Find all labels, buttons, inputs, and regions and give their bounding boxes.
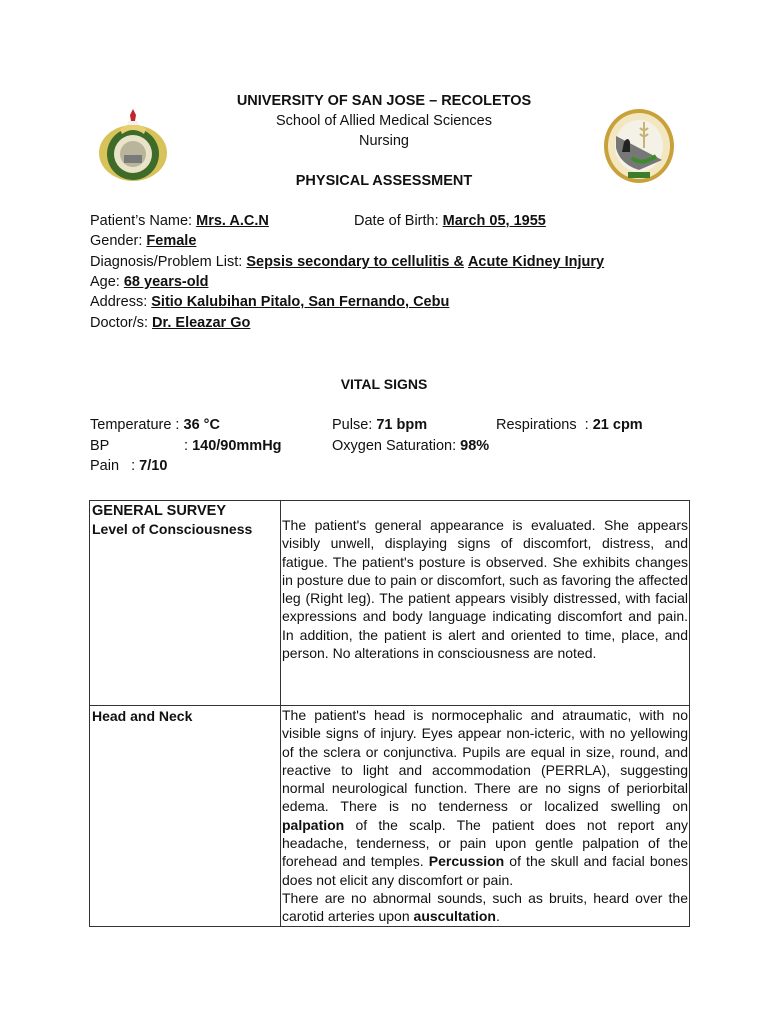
patient-name-label: Patient’s Name: (90, 213, 197, 229)
table-row (90, 706, 690, 927)
dob-value: March 05, 1955 (442, 213, 546, 229)
findings-text: of the scalp. The patient does not report any headache, tenderness, or pain upon gentle palpation of the forehead and temples. (282, 816, 688, 870)
findings-text: of the skull and facial bones does not elicit any discomfort or pain. (282, 853, 688, 888)
university-name: UNIVERSITY OF SAN JOSE – RECOLETOS (236, 93, 532, 109)
diagnosis-line (90, 254, 604, 270)
level-of-consciousness-heading: Level of Consciousness (92, 521, 253, 537)
doctor-value: Dr. Eleazar Go (152, 315, 251, 331)
pain-label: Pain : (90, 458, 140, 474)
temperature-label: Temperature : (90, 417, 184, 433)
head-and-neck-heading: Head and Neck (92, 708, 193, 724)
diagnosis-value-1: Sepsis secondary to cellulitis & (246, 254, 464, 270)
age-label: Age: (90, 274, 124, 290)
pulse-label: Pulse: (332, 417, 377, 433)
findings-text: . (496, 908, 500, 925)
respirations-line (496, 417, 643, 433)
pain-line (90, 458, 167, 474)
patient-name-value: Mrs. A.C.N (196, 213, 269, 229)
bp-label: BP (90, 438, 110, 454)
general-survey-label-cell (90, 501, 281, 706)
head-and-neck-label-cell (90, 706, 281, 927)
pulse-value: 71 bpm (376, 417, 428, 433)
oxygen-saturation-label: Oxygen Saturation: (332, 438, 461, 454)
address-value: Sitio Kalubihan Pitalo, San Fernando, Cebu (151, 294, 450, 310)
pulse-line (332, 417, 427, 433)
oxygen-saturation-line (332, 438, 489, 454)
bp-value-line (184, 438, 282, 454)
doctor-line (90, 315, 250, 331)
gender-label: Gender: (90, 233, 147, 249)
bp-separator: : (184, 438, 193, 454)
head-and-neck-findings (282, 706, 688, 889)
gender-value: Female (146, 233, 197, 249)
head-and-neck-findings-cell (281, 706, 690, 927)
temperature-line (90, 417, 220, 433)
bp-value: 140/90mmHg (192, 438, 282, 454)
auscultation-term: auscultation (413, 908, 496, 925)
findings-text: The patient's head is normocephalic and atraumatic, with no visible signs of injury. Eyes appear non-icteric, with no yellowing of the sclera or conjunctiva. Pupils are equal in size, round, and reactive to light and accommodation (PERRLA), suggesting normal neurological function. There are no signs of periorbital edema. There is no tenderness or localized swelling on (282, 707, 688, 815)
document-title: PHYSICAL ASSESSMENT (295, 173, 473, 189)
temperature-value: 36 °C (183, 417, 220, 433)
assessment-table (89, 500, 690, 927)
palpation-term: palpation (282, 816, 345, 833)
address-line (90, 294, 449, 310)
general-survey-findings-cell (281, 501, 690, 706)
bp-line (90, 438, 109, 454)
address-label: Address: (90, 294, 152, 310)
program-name: Nursing (359, 133, 409, 149)
gender-line (90, 233, 196, 249)
dob-line (354, 213, 546, 229)
percussion-term: Percussion (428, 853, 505, 870)
general-survey-findings: The patient's general appearance is evaluated. She appears visibly unwell, displaying signs of discomfort, distress, and fatigue. The patient's posture is observed. She exhibits changes in posture due to pain or discomfort, such as favoring the affected leg (Right leg). The patient appears visibly distressed, with facial expressions and body language indicating discomfort and pain. In addition, the patient is alert and oriented to time, place, and person. No alterations in consciousness are noted. (282, 517, 688, 662)
dob-label: Date of Birth: (354, 213, 443, 229)
findings-text: There are no abnormal sounds, such as bruits, heard over the carotid arteries upon (282, 889, 688, 925)
age-line (90, 274, 209, 290)
table-row (90, 501, 690, 706)
general-survey-heading: GENERAL SURVEY (92, 503, 227, 519)
doctor-label: Doctor/s: (90, 315, 153, 331)
pain-value: 7/10 (139, 458, 168, 474)
diagnosis-value-2: Acute Kidney Injury (467, 254, 605, 270)
patient-name-line (90, 213, 269, 229)
respirations-value: 21 cpm (592, 417, 643, 433)
age-value: 68 years-old (123, 274, 209, 290)
respirations-label: Respirations : (496, 417, 593, 433)
vital-signs-title: VITAL SIGNS (340, 376, 428, 392)
school-name: School of Allied Medical Sciences (275, 113, 492, 129)
auscultation-findings (282, 889, 688, 926)
oxygen-saturation-value: 98% (460, 438, 490, 454)
diagnosis-label: Diagnosis/Problem List: (90, 254, 247, 270)
